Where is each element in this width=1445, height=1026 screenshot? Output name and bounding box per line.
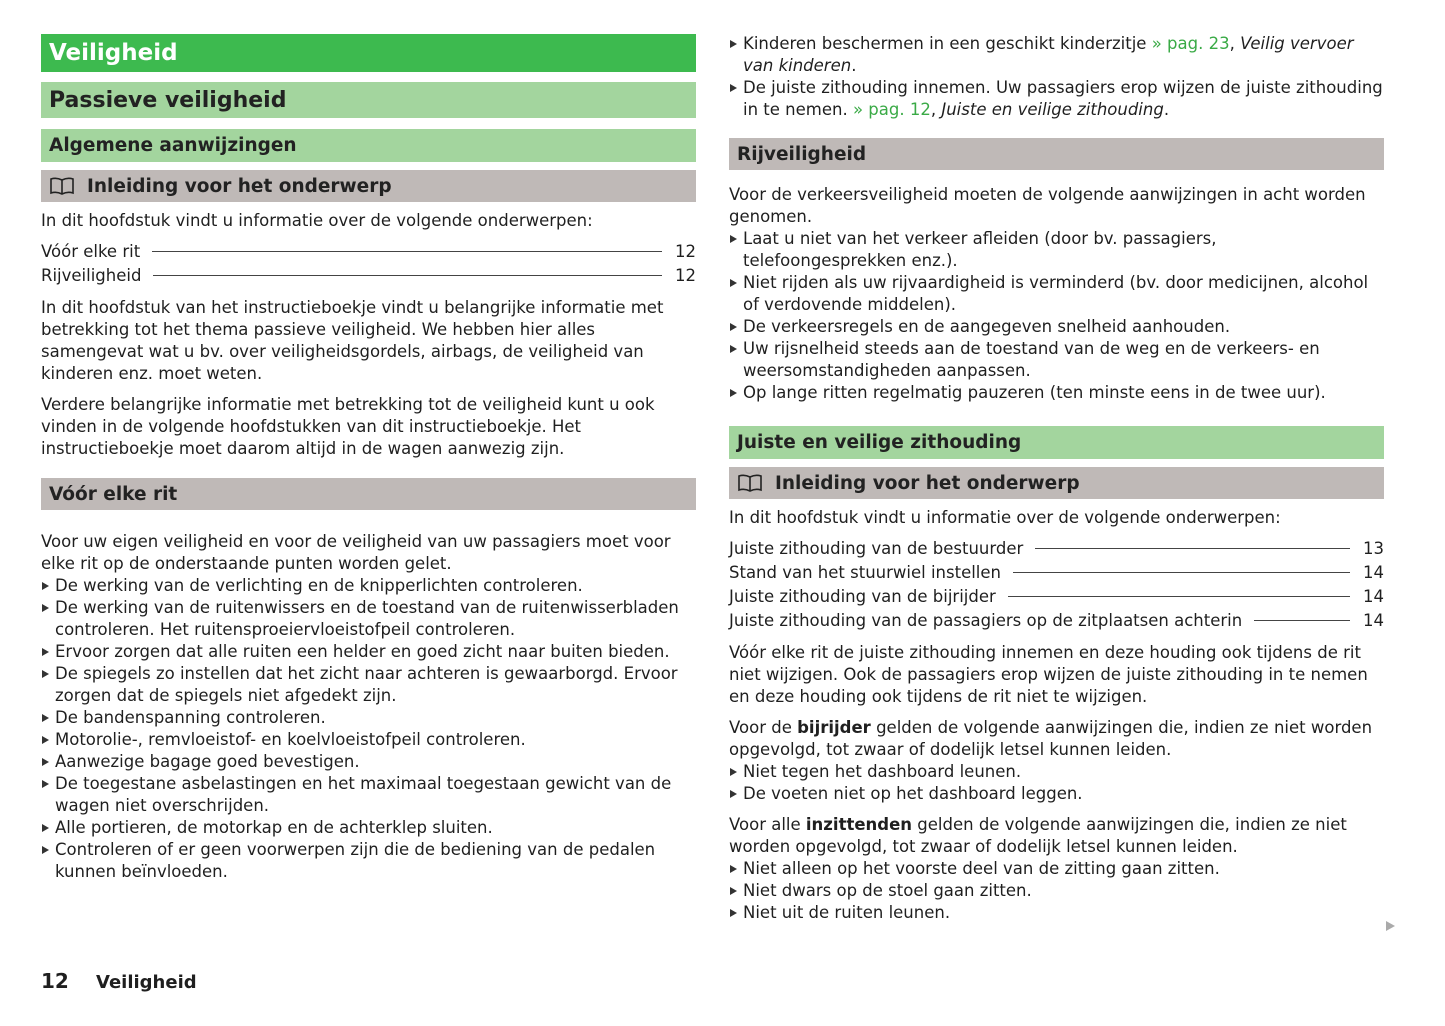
toc-list — [41, 240, 696, 288]
toc-label: Rijveiligheid — [41, 266, 142, 285]
link-reference: Veilig vervoer van kinderen — [743, 34, 1354, 75]
list-item: Niet alleen op het voorste deel van de zitting gaan zitten. — [729, 858, 1384, 880]
list-item: Aanwezige bagage goed bevestigen. — [41, 751, 696, 773]
toc-row[interactable] — [729, 609, 1384, 633]
section-title: Passieve veiligheid — [41, 82, 696, 118]
footer-section: Veiligheid — [96, 972, 197, 993]
list-item: De werking van de ruitenwissers en de toestand van de ruitenwisserbladen controleren. Het ruitensproeiervloeistofpeil controleren. — [41, 597, 696, 641]
list-item: Kinderen beschermen in een geschikt kinderzitje » pag. 23, Veilig vervoer van kinderen. — [729, 33, 1384, 77]
inzittenden-intro: Voor alle inzittenden gelden de volgende aanwijzingen die, indien ze niet worden opgevolgd, tot zwaar of dodelijk letsel kunnen leiden. — [729, 815, 1347, 856]
toc-page: 14 — [1363, 587, 1384, 606]
list-item: De spiegels zo instellen dat het zicht naar achteren is gewaarborgd. Ervoor zorgen dat de spiegels niet afgedekt zijn. — [41, 663, 696, 707]
toc-row[interactable] — [41, 240, 696, 264]
list-item: Ervoor zorgen dat alle ruiten een helder en goed zicht naar buiten bieden. — [41, 641, 696, 663]
right-column — [729, 33, 1384, 924]
paragraph: Vóór elke rit de juiste zithouding innemen en deze houding ook tijdens de rit niet wijzigen. Ook de passagiers erop wijzen de juiste zithouding in te nemen en deze houding ook tijdens de rit niet te wijzigen. — [729, 643, 1368, 706]
zit-topic-header — [729, 467, 1384, 499]
toc-label: Juiste zithouding van de bestuurder — [729, 539, 1024, 558]
link-reference: Juiste en veilige zithouding — [941, 100, 1164, 119]
toc-page: 12 — [675, 266, 696, 285]
list-item: De verkeersregels en de aangegeven snelheid aanhouden. — [729, 316, 1384, 338]
list-item: Uw rijsnelheid steeds aan de toestand van de weg en de verkeers- en weersomstandigheden aanpassen. — [729, 338, 1384, 382]
zit-intro: In dit hoofdstuk vindt u informatie over de volgende onderwerpen: — [729, 508, 1281, 527]
list-item: Niet rijden als uw rijvaardigheid is verminderd (bv. door medicijnen, alcohol of verdovende middelen). — [729, 272, 1384, 316]
toc-row[interactable] — [729, 537, 1384, 561]
continue-arrow-icon — [1386, 921, 1395, 931]
toc-label: Stand van het stuurwiel instellen — [729, 563, 1001, 582]
rij-intro: Voor de verkeersveiligheid moeten de volgende aanwijzingen in acht worden genomen. — [729, 185, 1366, 226]
intro-topic-header — [41, 170, 696, 202]
toc-list — [729, 537, 1384, 633]
list-item: Controleren of er geen voorwerpen zijn die de bediening van de pedalen kunnen beïnvloeden. — [41, 839, 696, 883]
list-item: De voeten niet op het dashboard leggen. — [729, 783, 1384, 805]
voor-intro: Voor uw eigen veiligheid en voor de veiligheid van uw passagiers moet voor elke rit op de onderstaande punten worden gelet. — [41, 532, 671, 573]
toc-label: Vóór elke rit — [41, 242, 141, 261]
toc-page: 12 — [675, 242, 696, 261]
toc-page: 14 — [1363, 611, 1384, 630]
toc-row[interactable] — [729, 561, 1384, 585]
page-number: 12 — [41, 969, 69, 993]
chapter-title: Veiligheid — [41, 34, 696, 72]
voor-list — [41, 575, 696, 883]
book-icon — [737, 474, 763, 492]
subsection-title: Algemene aanwijzingen — [41, 129, 696, 162]
rij-list — [729, 228, 1384, 404]
list-item: De toegestane asbelastingen en het maximaal toegestaan gewicht van de wagen niet overschrijden. — [41, 773, 696, 817]
toc-row[interactable] — [41, 264, 696, 288]
intro-topic-label: Inleiding voor het onderwerp — [87, 175, 392, 197]
toc-row[interactable] — [729, 585, 1384, 609]
page-link[interactable]: » pag. 23 — [1151, 34, 1230, 53]
list-item: Laat u niet van het verkeer afleiden (door bv. passagiers, telefoongesprekken enz.). — [729, 228, 1384, 272]
voor-elke-rit-title: Vóór elke rit — [41, 478, 696, 510]
list-item: Niet tegen het dashboard leunen. — [729, 761, 1384, 783]
list-item: De werking van de verlichting en de knipperlichten controleren. — [41, 575, 696, 597]
list-item: De juiste zithouding innemen. Uw passagiers erop wijzen de juiste zithouding in te nemen. » pag. 12, Juiste en veilige zithouding. — [729, 77, 1384, 121]
left-column — [41, 34, 696, 883]
paragraph: In dit hoofdstuk van het instructieboekje vindt u belangrijke informatie met betrekking tot het thema passieve veiligheid. We hebben hier alles samengevat wat u bv. over veiligheidsgordels, airbags, de veiligheid van kinderen enz. moet weten. — [41, 298, 664, 383]
zithouding-title: Juiste en veilige zithouding — [729, 426, 1384, 459]
list-item: Alle portieren, de motorkap en de achterklep sluiten. — [41, 817, 696, 839]
intro-text: In dit hoofdstuk vindt u informatie over de volgende onderwerpen: — [41, 211, 593, 230]
bijrijder-intro: Voor de bijrijder gelden de volgende aanwijzingen die, indien ze niet worden opgevolgd, tot zwaar of dodelijk letsel kunnen leiden. — [729, 718, 1373, 759]
paragraph: Verdere belangrijke informatie met betrekking tot de veiligheid kunt u ook vinden in de volgende hoofdstukken van dit instructieboekje. Het instructieboekje moet daarom altijd in de wagen aanwezig zijn. — [41, 395, 655, 458]
toc-page: 14 — [1363, 563, 1384, 582]
page-link[interactable]: » pag. 12 — [852, 100, 931, 119]
toc-label: Juiste zithouding van de bijrijder — [729, 587, 996, 606]
list-item: Op lange ritten regelmatig pauzeren (ten minste eens in de twee uur). — [729, 382, 1384, 404]
bijrijder-list — [729, 761, 1384, 805]
book-icon — [49, 177, 75, 195]
list-item: Niet dwars op de stoel gaan zitten. — [729, 880, 1384, 902]
page-footer — [41, 969, 197, 993]
rijveiligheid-title: Rijveiligheid — [729, 138, 1384, 170]
list-item: Motorolie-, remvloeistof- en koelvloeistofpeil controleren. — [41, 729, 696, 751]
zit-topic-label: Inleiding voor het onderwerp — [775, 472, 1080, 494]
inzittenden-list — [729, 858, 1384, 924]
toc-page: 13 — [1363, 539, 1384, 558]
toc-label: Juiste zithouding van de passagiers op de zitplaatsen achterin — [729, 611, 1243, 630]
list-item: De bandenspanning controleren. — [41, 707, 696, 729]
list-item: Niet uit de ruiten leunen. — [729, 902, 1384, 924]
